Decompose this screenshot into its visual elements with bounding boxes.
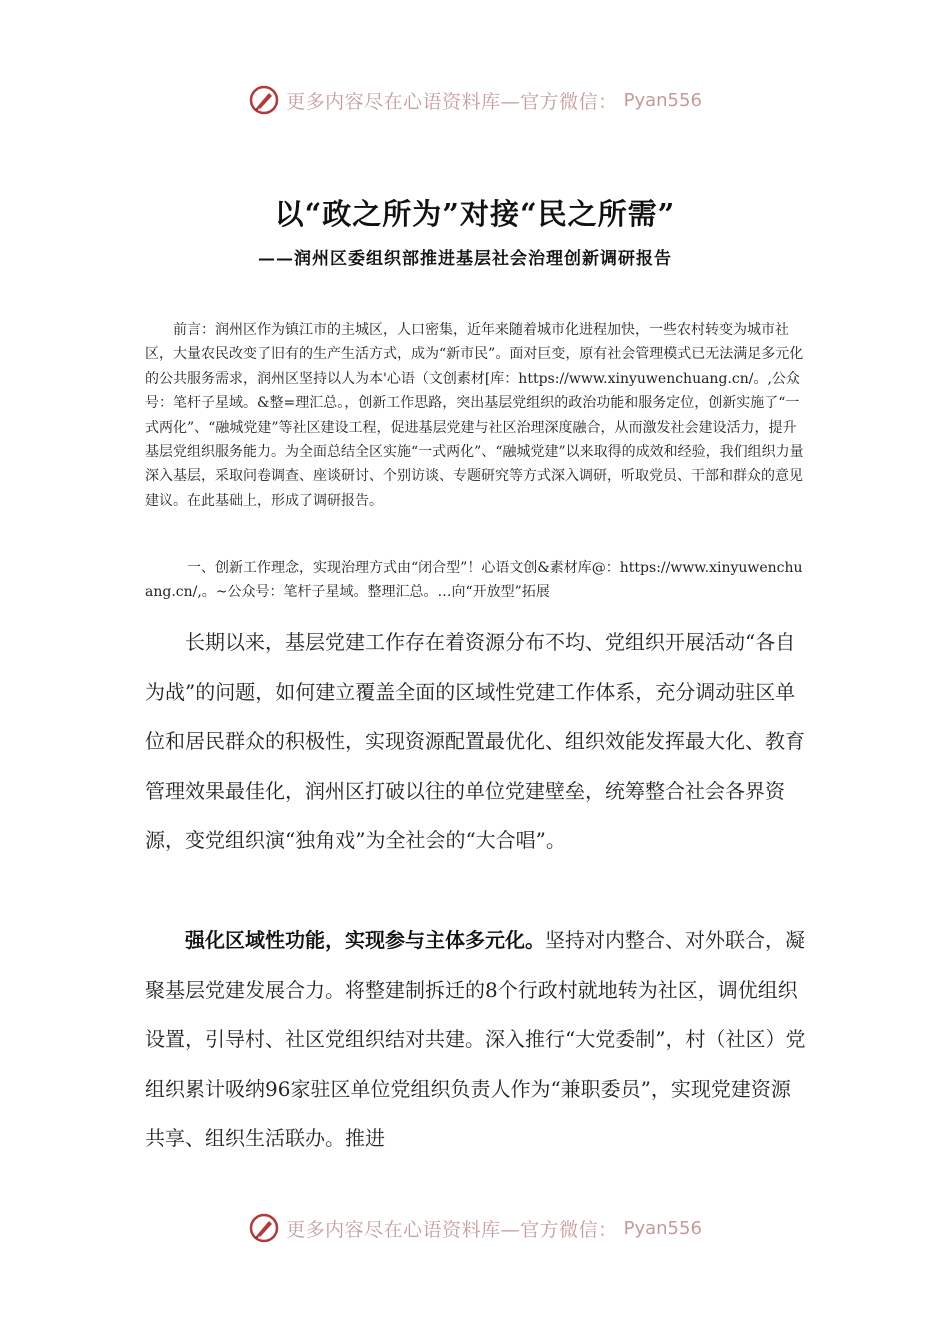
footer-banner-text: 更多内容尽在心语资料库—官方微信： [286, 1218, 618, 1241]
footer-banner-wechat-id: Pyan556 [623, 1217, 702, 1239]
footer-watermark-banner [0, 1212, 950, 1244]
pen-logo-icon [248, 1212, 280, 1244]
body-paragraph-1: 长期以来，基层党建工作存在着资源分布不均、党组织开展活动“各自为战”的问题，如何建立覆盖全面的区域性党建工作体系，充分调动驻区单位和居民群众的积极性，实现资源配置最优化、组织效能发挥最大化、教育管理效果最佳化，润州区打破以往的单位党建壁垒，统筹整合社会各界资源，变党组织演“独角戏”为全社会的“大合唱”。 [145, 630, 805, 852]
preface-paragraph: 前言：润州区作为镇江市的主城区，人口密集，近年来随着城市化进程加快，一些农村转变为城市社区，大量农民改变了旧有的生产生活方式，成为“新市民”。面对巨变，原有社会管理模式已无法满足多元化的公共服务需求，润州区坚持以人为本'心语（文创素材[库：https://www.xinyuwenchuang.cn/。,公众号：笔杆子星域。&整=理汇总。，创新工作思路，突出基层党组织的政治功能和服务定位，创新实施了“一式两化”、“融城党建”等社区建设工程，促进基层党建与社区治理深度融合，从而激发社会建设活力，提升基层党组织服务能力。为全面总结全区实施“一式两化”、“融城党建”以来取得的成效和经验，我们组织力量深入基层，采取问卷调查、座谈研讨、个别访谈、专题研究等方式深入调研，听取党员、干部和群众的意见建议。在此基础上，形成了调研报告。 [145, 322, 804, 509]
header-banner-text: 更多内容尽在心语资料库—官方微信： [286, 90, 618, 113]
pen-logo-icon [248, 84, 280, 116]
paragraph-2-lead: 强化区域性功能，实现参与主体多元化。 [185, 928, 545, 952]
header-watermark-banner [0, 84, 950, 116]
body-paragraph-2 [145, 916, 807, 1164]
document-title: 以“政之所为”对接“民之所需” [274, 197, 676, 231]
document-subtitle: ——润州区委组织部推进基层社会治理创新调研报告 [258, 249, 672, 269]
header-banner-wechat-id: Pyan556 [623, 89, 702, 111]
paragraph-2-body: 坚持对内整合、对外联合，凝聚基层党建发展合力。将整建制拆迁的8个行政村就地转为社区，调优组织设置，引导村、社区党组织结对共建。深入推行“大党委制”，村（社区）党组织累计吸纳96家驻区单位党组织负责人作为“兼职委员”，实现党建资源共享、组织生活联办。推进 [145, 928, 806, 1150]
section-1-heading: 一、创新工作理念，实现治理方式由“闭合型”！心语文创&素材库@：https://www.xinyuwenchuang.cn/,。~公众号：笔杆子星域。整理汇总。…向“开放型”拓展 [145, 560, 803, 601]
